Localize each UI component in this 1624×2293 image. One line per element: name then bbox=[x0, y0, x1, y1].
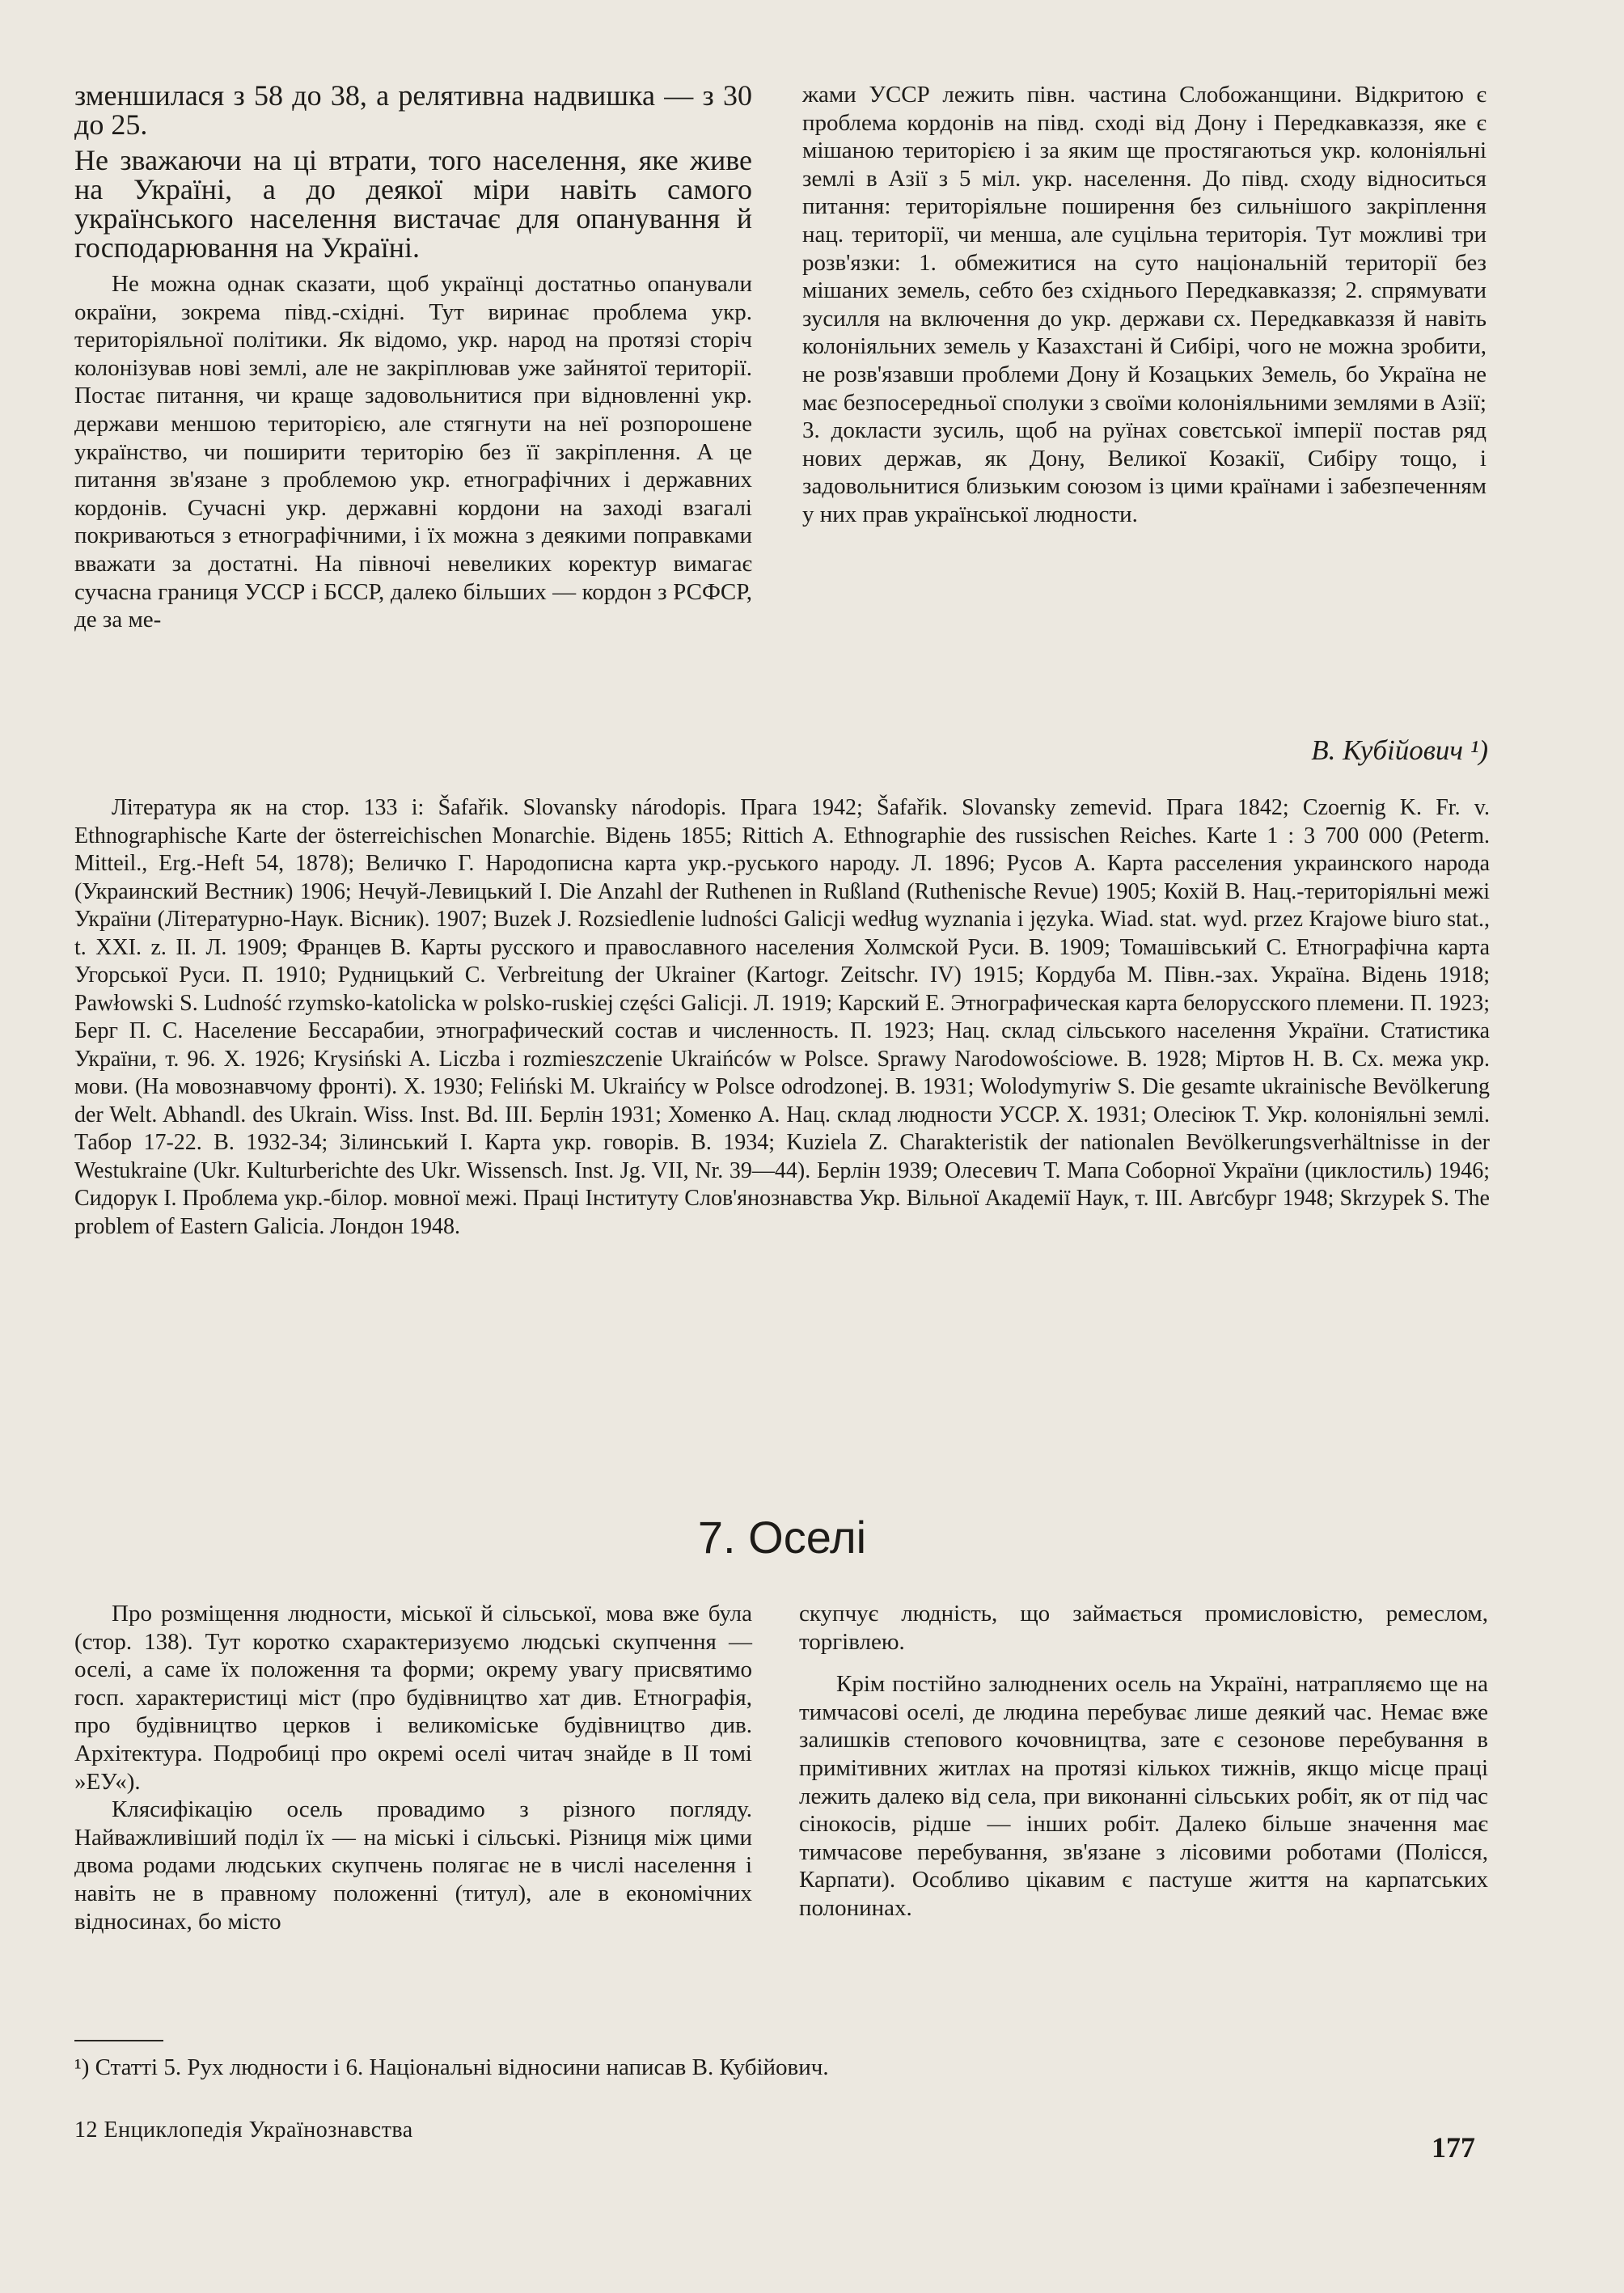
literature-list: Література як на стор. 133 і: Šafařik. Slovansky národopis. Прага 1942; Šafařik. Slovansky zemevid. Прага 1842; Czoernig K. Fr. v. Ethnographische Karte der österreichischen Monarchie. Відень 1855; Rittich A. Ethnographie des russischen Reiches. Karte 1 : 3 700 000 (Peterm. Mitteil., Erg.-Heft 54, 1878); Величко Г. Народописна карта укр.-руського народу. Л. 1896; Русов А. Карта расселения украинского народа (Украинский Вестник) 1906; Нечуй-Левицький І. Die Anzahl der Ruthenen in Rußland (Ruthenische Revue) 1905; Кохій В. Нац.-територіяльні межі України (Літературно-Наук. Вісник). 1907; Buzek J. Rozsiedlenie ludności Galicji według wyznania i języka. Wiad. stat. wyd. przez Krajowe biuro stat., t. XXI. z. II. Л. 1909; Францев В. Карты русского и православного населения Холмской Руси. В. 1909; Томашівський С. Етнографічна карта Угорської Руси. П. 1910; Рудницький С. Verbreitung der Ukrainer (Kartogr. Zeitschr. IV) 1915; Кордуба М. Півн.-зах. Україна. Відень 1918; Pawłowski S. Ludność rzymsko-katolicka w polsko-ruskiej części Galicji. Л. 1919; Карский Е. Этнографическая карта белорусского племени. П. 1923; Берг П. С. Население Бессарабии, этнографический состав и численность. П. 1923; Нац. склад сільського населення України. Статистика України, т. 96. Х. 1926; Krysiński A. Liczba i rozmieszczenie Ukraińców w Polsce. Sprawy Narodowościowe. В. 1928; Міртов Н. В. Сх. межа укр. мови. (На мовознавчому фронті). Х. 1930; Feliński M. Ukraińcy w Polsce odrodzonej. В. 1931; Wolodymyriw S. Die gesamte ukrainische Bevölkerung der Welt. Abhandl. des Ukrain. Wiss. Inst. Bd. III. Берлін 1931; Хоменко А. Нац. склад людности УССР. Х. 1931; Олесіюк Т. Укр. колоніяльні землі. Табор 17-22. В. 1932-34; Зілинський І. Карта укр. говорів. В. 1934; Kuziela Z. Charakteristik der nationalen Bevölkerungsverhältnisse in der Westukraine (Ukr. Kulturberichte des Ukr. Wissensch. Inst. Jg. VII, Nr. 39—44). Берлін 1939; Олесевич Т. Мапа Соборної України (циклостиль) 1946; Сидорук І. Проблема укр.-білор. мовної межі. Праці Інституту Слов'янознавства Укр. Вільної Академії Наук, т. III. Авґсбург 1948; Skrzypek S. The problem of Eastern Galicia. Лондон 1948. bbox=[74, 795, 1490, 1239]
paragraph: скупчує людність, що займається промисловістю, ремеслом, торгівлею. bbox=[799, 1601, 1488, 1655]
paragraph: жами УССР лежить півн. частина Слобожанщини. Відкритою є проблема кордонів на півд. сході від Дону і Передкавказзя, яке є мішаною територією і за яким ще простягаються укр. колоніяльні землі в Азії з 5 міл. укр. населення. До півд. сходу відноситься питання: територіяльне поширення без сильнішого закріплення нац. території, чи менша, але суцільна територія. Тут можливі три розв'язки: 1. обмежитися на суто національній території без мішаних земель, себто без східнього Передкавказзя; 2. спрямувати зусилля на включення до укр. держави сх. Передкавказзя й навіть колоніяльних земель у Казахстані й Сибірі, чого не можна зробити, не розв'язавши проблеми Дону й Козацьких Земель, бо Україна не має безпосередньої сполуки з своїми колоніяльними землями в Азії; 3. докласти зусиль, щоб на руїнах совєтської імперії постав ряд нових держав, як Дону, Великої Козакії, Сибіру тощо, і задовольнитися близьким союзом із цими країнами і забезпеченням у них прав української людности. bbox=[802, 82, 1487, 527]
paragraph: Про розміщення людности, міської й сільської, мова вже була (стор. 138). Тут коротко схарактеризуємо людські скупчення — оселі, а саме їх положення та форми; окрему увагу присвятимо госп. характеристиці міст (про будівництво хат див. Етнографія, про будівництво церков і великоміське будівництво див. Архітектура. Подробиці про окремі оселі читач знайде в II томі »ЕУ«). bbox=[74, 1601, 752, 1795]
section-right-column bbox=[799, 1600, 1488, 1923]
section-left-column bbox=[74, 1600, 752, 1936]
top-left-column bbox=[74, 81, 752, 634]
author-signature: В. Кубійович ¹) bbox=[1311, 734, 1488, 766]
footnote-divider bbox=[74, 2040, 163, 2041]
top-right-column bbox=[802, 81, 1487, 529]
paragraph: Не зважаючи на ці втрати, того населення, яке живе на Україні, а до деякої міри навіть самого українського населення вистачає для опанування й господарювання на Україні. bbox=[74, 144, 752, 264]
paragraph: зменшилася з 58 до 38, а релятивна надвишка — з 30 до 25. bbox=[74, 79, 752, 141]
paragraph: Клясифікацію осель провадимо з різного погляду. Найважливіший поділ їх — на міські і сільські. Різниця між цими двома родами людських скупчень полягає не в числі населення і навіть не в правному положенні (титул), але в економічних відносинах, бо місто bbox=[74, 1796, 752, 1935]
footnote: ¹) Статті 5. Рух людности і 6. Національні відносини написав В. Кубійович. bbox=[74, 2054, 829, 2080]
paragraph: Крім постійно залюднених осель на Україні, натрапляємо ще на тимчасові оселі, де людина перебуває лише деякий час. Немає вже залишків степового кочовництва, зате є сезонове перебування в примітивних житлах на протязі кількох тижнів, якщо місце праці лежить далеко від села, при виконанні сільських робіт, як от під час сінокосів, рідше — інших робіт. Далеко більше значення має тимчасове перебування, зв'язане з лісовими роботами (Полісся, Карпати). Особливо цікавим є пастуше життя на карпатських полонинах. bbox=[799, 1671, 1488, 1921]
page-number: 177 bbox=[1432, 2131, 1475, 2164]
section-heading: 7. Оселі bbox=[697, 1512, 867, 1563]
footer-signature-mark: 12 Енциклопедія Українознавства bbox=[74, 2117, 413, 2143]
paragraph: Не можна однак сказати, щоб українці достатньо опанували окраїни, зокрема півд.-східні. Тут виринає проблема укр. територіяльної політики. Як відомо, укр. народ на протязі сторіч колонізував нові землі, але не закріплював уже зайнятої території. Постає питання, чи краще задовольнитися при відновленні укр. держави меншою територією, але стягнути на неї розпорошене українство, чи поширити територію без її закріплення. А це питання зв'язане з проблемою укр. етнографічних і державних кордонів. Сучасні укр. державні кордони на заході взагалі покриваються з етнографічними, і їх можна з деякими поправками вважати за достатні. На півночі невеликих коректур вимагає сучасна границя УССР і БССР, далеко більших — кордон з РСФСР, де за ме- bbox=[74, 271, 752, 633]
